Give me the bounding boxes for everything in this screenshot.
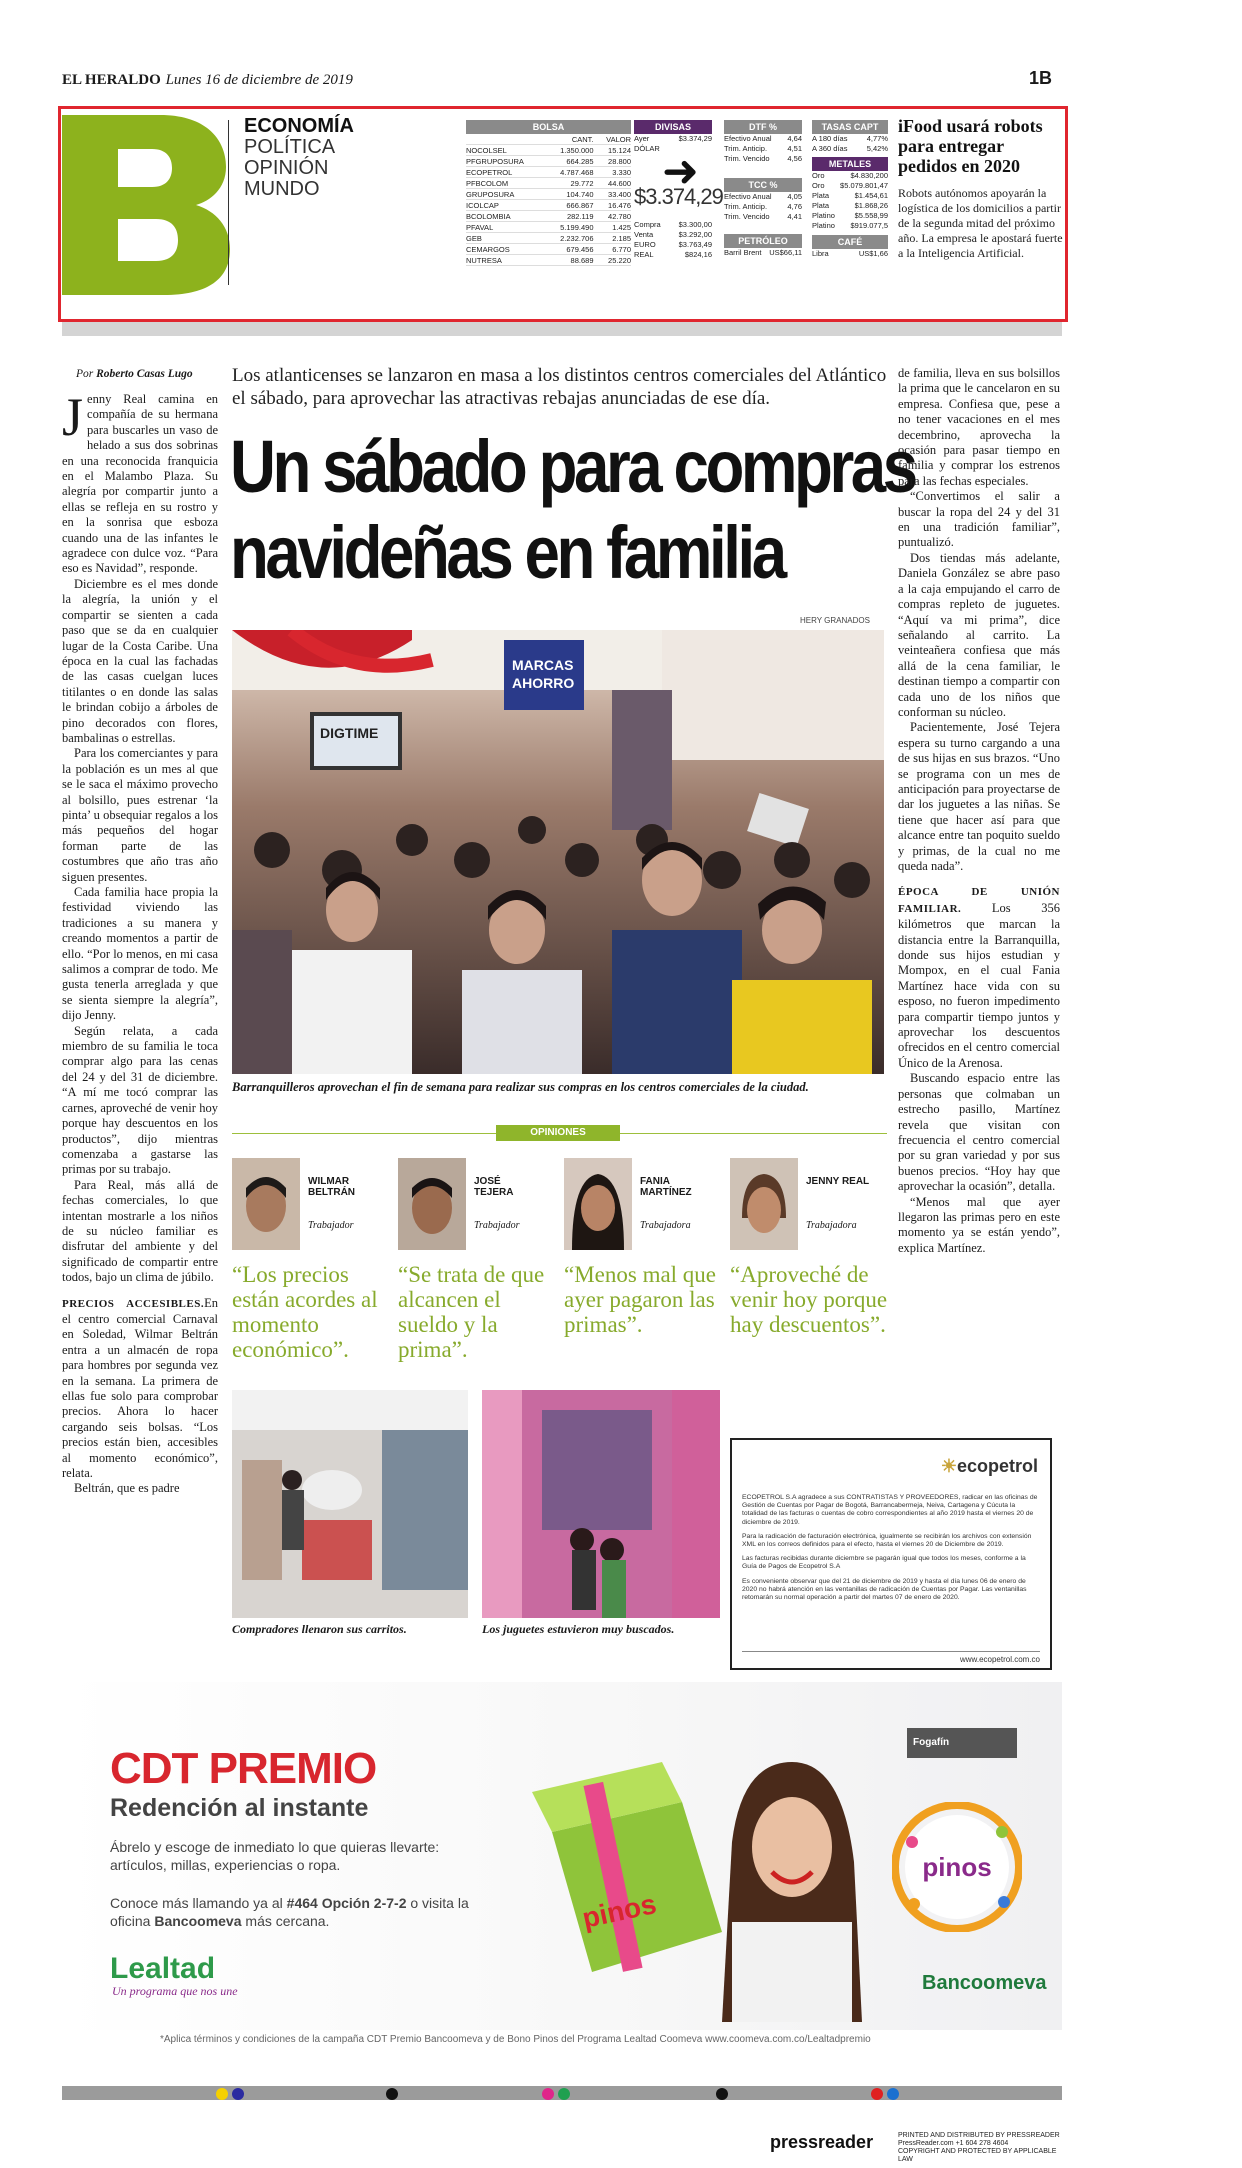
dtf-row: Trim. Anticip. 4,51	[724, 144, 802, 153]
ecopetrol-rule	[742, 1651, 1040, 1652]
dtf-rows	[724, 134, 802, 164]
article-paragraph: “Menos mal que ayer llegaron las primas pero en este momento ya se están yendo”, explica Martínez.	[898, 1194, 1060, 1255]
metales-rows	[812, 171, 888, 231]
pressreader-fine-print: PRINTED AND DISTRIBUTED BY PRESSREADER PressReader.com +1 604 278 4604 COPYRIGHT AND PROTECTED BY APPLICABLE LAW	[898, 2132, 1060, 2163]
tcc-title: TCC %	[724, 178, 802, 192]
carts-caption: Compradores llenaron sus carritos.	[232, 1622, 407, 1636]
bolsa-header-row: CANT. VALOR	[466, 134, 631, 145]
bolsa-title: BOLSA	[466, 120, 631, 134]
divisas-row: Venta $3.292,00	[634, 230, 712, 239]
metales-row: Plata $1.868,26	[812, 201, 888, 210]
bolsa-row: NUTRESA 88.689 25.220	[466, 256, 631, 265]
tasas-table	[812, 120, 888, 259]
article-paragraph: Diciembre es el mes donde la alegría, la unión y el compartir se sienten a cada paso que se da en cualquier lugar de la Costa Caribe. Una época en la cual las fachadas de las casas cuelgan luces titilantes o en donde las salas le brindan cobijo a árboles de pino decorados con flores, bambalinas o estrellas.	[62, 576, 218, 745]
section-grey-bar	[62, 322, 1062, 336]
bolsa-row: BCOLOMBIA 282.119 42.780	[466, 212, 631, 221]
bolsa-row: PFAVAL 5.199.490 1.425	[466, 223, 631, 232]
dtf-row: Efectivo Anual 4,64	[724, 134, 802, 143]
divisas-dolar-row: DÓLAR	[634, 144, 660, 153]
cafe-title: CAFÉ	[812, 235, 888, 249]
opinion-wilmar: WILMAR BELTRÁN Trabajador “Los precios están acordes al momento económico”.	[232, 1158, 392, 1362]
ad-body-2: Conoce más llamando ya al #464 Opción 2-7-2 o visita la oficina Bancoomeva más cercana.	[110, 1895, 469, 1929]
divisas-row: EURO $3.763,49	[634, 240, 712, 249]
divisas-bottom-rows	[634, 220, 712, 260]
ecopetrol-logo: ☀ecopetrol	[940, 1456, 1038, 1476]
bolsa-row: GRUPOSURA 104.740 33.400	[466, 190, 631, 199]
svg-text:AHORRO: AHORRO	[512, 675, 575, 691]
section-divider	[228, 120, 229, 285]
opinion-jose: JOSÉ TEJERA Trabajador “Se trata de que alcancen el sueldo y la prima”.	[398, 1158, 558, 1362]
article-headline	[230, 424, 915, 596]
avatar	[730, 1158, 798, 1250]
article-paragraph: Beltrán, que es padre	[74, 1481, 180, 1496]
pinos-badge	[892, 1802, 1022, 1932]
lealtad-tagline: Un programa que nos une	[112, 1984, 238, 1998]
tcc-row: Trim. Anticip. 4,76	[724, 202, 802, 211]
opinion-quote: “Se trata de que alcancen el sueldo y la prima”.	[398, 1262, 545, 1362]
cafe-row: Libra US$1,66	[812, 249, 888, 258]
divisas-ayer-row: Ayer $3.374,29	[634, 134, 712, 143]
opinion-quote: “Menos mal que ayer pagaron las primas”.	[564, 1262, 717, 1337]
pressreader-footer	[770, 2132, 1062, 2162]
brief-title[interactable]: iFood usará robots para entregar pedidos en 2020	[898, 116, 1043, 176]
opinion-jenny: JENNY REAL Trabajadora “Aproveché de venir hoy porque hay descuentos”.	[730, 1158, 890, 1337]
article-paragraph: Buscando espacio entre las personas que colmaban un estrecho pasillo, Martínez revela que visitan con frecuencia el centro comercial por su gran variedad y por sus buenos precios. “Hoy hay que aprovechar la ocasión”, detalla.	[898, 1071, 1060, 1194]
bolsa-row: NOCOLSEL 1.350.000 15.124	[466, 146, 631, 155]
article-paragraph: Para los comerciantes y para la población es un mes al que se le saca el máximo provecho al bolsillo, pues estrenar ‘la pinta’ u obsequiar regalos a los más pequeños del hogar forman parte de las costumbres que año tras año siguen presentes.	[62, 746, 218, 884]
masthead	[62, 70, 1062, 92]
publication-date: Lunes 16 de diciembre de 2019	[165, 72, 353, 88]
tasas-row: A 180 días 4,77%	[812, 134, 888, 143]
divisas-row: REAL $824,16	[634, 250, 712, 259]
section-letter-logo	[60, 115, 230, 295]
metales-row: Platino $919.077,5	[812, 221, 888, 230]
bolsa-row: PFBCOLOM 29.772 44.600	[466, 179, 631, 188]
brief-text: Robots autónomos apoyarán la logística de los domicilios a partir de la segunda mitad del próximo año. La empresa le apostará fuerte a la Inteligencia Artificial.	[898, 186, 1063, 260]
ad-subtitle: Redención al instante	[110, 1794, 369, 1822]
divisas-title: DIVISAS	[634, 120, 712, 134]
ecopetrol-text: ECOPETROL S.A agradece a sus CONTRATISTAS Y PROVEEDORES, radicar en las oficinas de Gestión de Cuentas por Pagar de Bogotá, Barrancabermeja, Neiva, Cartagena y Cúcuta la totalidad de las facturas o cuentas de cobro correspondientes al año 2019 hasta el viernes 20 de diciembre de 2019. Para la radicación de facturación electrónica, igualmente se recibirán los archivos con extensión XML en los correos definidos para el efecto, hasta el viernes 20 de Diciembre de 2019. Las facturas recibidas durante diciembre se pagarán igual que todos los meses, conforme a la Guía de Pagos de Ecopetrol S.A Es conveniente observar que del 21 de diciembre de 2019 y hasta el día lunes 06 de enero de 2020 no habrá atención en las ventanillas de radicación de Cuentas por Pagar. Las ventanillas retomarán su normal operación a partir del martes 07 de enero de 2020.	[742, 1494, 1038, 1602]
section-item-mundo[interactable]: MUNDO	[244, 178, 320, 200]
ad-gift-illustration	[492, 1722, 872, 2022]
tasas-row: A 360 días 5,42%	[812, 144, 888, 153]
dtf-title: DTF %	[724, 120, 802, 134]
petroleo-title: PETRÓLEO	[724, 234, 802, 248]
section-nav	[244, 116, 354, 200]
author-name: Roberto Casas Lugo	[96, 368, 193, 380]
photo-toys-aisle	[482, 1390, 720, 1618]
bolsa-row: GEB 2.232.706 2.185	[466, 234, 631, 243]
dtf-row: Trim. Vencido 4,56	[724, 154, 802, 163]
article-paragraph: Cada familia hace propia la festividad viviendo las tradiciones a su manera y creando momentos a partir de ello. “Por lo menos, en mi casa salimos a comprar de todo. Me gusta tenerla arreglada y que se sienta siempre la alegría”, dijo Jenny.	[62, 885, 218, 1023]
svg-text:DIGTIME: DIGTIME	[320, 725, 379, 741]
ad-gift-pinos-label: pinos	[579, 1888, 660, 1934]
metales-row: Oro $5.079.801,47	[812, 181, 888, 190]
avatar	[232, 1158, 300, 1250]
opinion-fania: FANIA MARTÍNEZ Trabajadora “Menos mal que ayer pagaron las primas”.	[564, 1158, 724, 1337]
article-column-left	[62, 387, 218, 1497]
ecopetrol-notice	[730, 1438, 1052, 1670]
avatar	[398, 1158, 466, 1250]
metales-title: METALES	[812, 157, 888, 171]
subhead-precios: PRECIOS ACCESIBLES.	[62, 1297, 205, 1310]
tcc-row: Efectivo Anual 4,05	[724, 192, 802, 201]
print-color-bar	[62, 2086, 1062, 2100]
ad-fine-print: *Aplica términos y condiciones de la campaña CDT Premio Bancoomeva y de Bono Pinos del Programa Lealtad Coomeva www.coomeva.com.co/Lealtadpremio	[160, 2034, 871, 2045]
bolsa-row: PFGRUPOSURA 664.285 28.800	[466, 157, 631, 166]
tasas-title: TASAS CAPT	[812, 120, 888, 134]
tcc-rows	[724, 192, 802, 222]
divisas-row: Compra $3.300,00	[634, 220, 712, 229]
photo-shopping-carts	[232, 1390, 468, 1618]
side-brief	[898, 116, 1063, 261]
toys-caption: Los juguetes estuvieron muy buscados.	[482, 1622, 675, 1636]
article-paragraph: Para Real, más allá de fechas comerciales, lo que intentan mostrarle a los niños de su núcleo familiar es disfrutar del ambiente y del significado de compartir entre todos, bajo un clima de júbilo.	[62, 1177, 218, 1285]
ad-body-1: Ábrelo y escoge de inmediato lo que quieras llevarte: artículos, millas, experiencias o ropa.	[110, 1839, 440, 1873]
article-paragraph-lead: PRECIOS ACCESIBLES.En el centro comercial Carnaval en Soledad, Wilmar Beltrán entra a un almacén de ropa para hombres por segunda vez en la semana. La primera de ellas fue solo para comprobar precios. Ahora lo hacer cargando seis bolsas. “Los precios están bien, accesibles al momento económico”, relata.	[62, 1295, 218, 1481]
main-photo-caption: Barranquilleros aprovechan el fin de semana para realizar sus compras en los centros comerciales de la ciudad.	[232, 1080, 809, 1094]
lealtad-logo: Lealtad	[110, 1952, 216, 1985]
crowd-photo-illustration	[232, 630, 884, 1074]
article-paragraph: Dos tiendas más adelante, Daniela González se abre paso a la caja empujando el carro de compras repleto de juguetes. “Aquí va mi prima”, dice señalando al carrito. La veinteañera confiesa que más allá de la cena familiar, le destinan tiempo a compartir con cada uno de los niños que conforman su núcleo.	[898, 550, 1060, 719]
ad-title: CDT PREMIO	[110, 1744, 377, 1793]
metales-row: Plata $1.454,61	[812, 191, 888, 200]
pressreader-logo[interactable]: pressreader	[770, 2132, 874, 2152]
dollar-rate-big: $3.374,29	[634, 184, 723, 209]
byline: Por Roberto Casas Lugo	[76, 368, 193, 380]
ecopetrol-url[interactable]: www.ecopetrol.com.co	[959, 1655, 1040, 1664]
article-paragraph: “Convertimos el salir a buscar la ropa del 24 y del 31 en una tradición familiar”, puntualizó.	[898, 489, 1060, 550]
metales-row: Platino $5.558,99	[812, 211, 888, 220]
tasas-rows	[812, 134, 888, 154]
article-column-right	[898, 366, 1060, 1256]
avatar	[564, 1158, 632, 1250]
article-paragraph: Según relata, a cada miembro de su familia le toca comprar algo para las cenas del 24 y del 31 de diciembre. “A mí me tocó comprar las carnes, aproveché de venir hoy porque hay descuentos en los productos”, dijo mientras comenzaba a gastarse las primas por su trabajo.	[62, 1023, 218, 1177]
fogafin-badge: Fogafín	[907, 1728, 1017, 1758]
article-paragraph: Pacientemente, José Tejera espera su turno cargando a una de sus hijas en sus brazos. “Uno se programa con un mes de anticipación para proyectarse de dar los juguetes a las niñas. Se tiene que hacer así para que alcance entre tan poquito sueldo y primas, de la cual no me queda nada”.	[898, 720, 1060, 873]
bolsa-row: ECOPETROL 4.787.468 3.330	[466, 168, 631, 177]
article-kicker: Los atlanticenses se lanzaron en masa a los distintos centros comerciales del Atlántico el sábado, para aprovechar las atractivas rebajas anunciadas de ese día.	[232, 365, 887, 409]
cdt-premio-ad[interactable]	[62, 1682, 1062, 2030]
dtf-table	[724, 120, 802, 258]
page-number: 1B	[1028, 68, 1052, 88]
newspaper-brand: EL HERALDO	[62, 72, 161, 88]
headline-line-1: Un sábado para compras	[230, 425, 915, 508]
article-paragraph: de familia, lleva en sus bolsillos la prima que le cancelaron en su empresa. Confiesa que, pese a no tener vacaciones en el mes decembrino, aprovecha la ocasión para pasar tiempo en familia y comprar los estrenos para las fechas especiales.	[898, 366, 1060, 488]
section-item-opinion[interactable]: OPINIÓN	[244, 157, 329, 179]
petroleo-row: Barril Brent US$66,11	[724, 248, 802, 257]
drop-cap: J	[62, 387, 84, 447]
opinion-quote: “Aproveché de venir hoy porque hay descuentos”.	[730, 1262, 888, 1337]
bolsa-table	[466, 120, 631, 266]
headline-line-2: navideñas en familia	[230, 511, 784, 594]
opinions-tag: OPINIONES	[496, 1125, 620, 1141]
photo-credit: HERY GRANADOS	[800, 616, 870, 625]
bancoomeva-logo: Bancoomeva	[922, 1972, 1047, 1994]
section-item-economia[interactable]: ECONOMÍA	[244, 115, 354, 137]
tcc-row: Trim. Vencido 4,41	[724, 212, 802, 221]
opinion-quote: “Los precios están acordes al momento económico”.	[232, 1262, 378, 1362]
metales-row: Oro $4.830,200	[812, 171, 888, 180]
bolsa-rows	[466, 145, 631, 266]
arrow-right-icon: ➜	[662, 146, 699, 197]
article-paragraph: Jenny Real camina en compañía de su hermana para buscarles un vaso de helado a sus dos sobrinas en una reconocida franquicia en el Malambo Plaza. Su alegría por compartir junto a ellas se refleja en su rostro y en la sonrisa que esboza cuando una de las infantes le agradece con dulce voz. “Para eso es Navidad”, responde.	[62, 387, 218, 576]
main-photo-crowd	[232, 630, 884, 1074]
bolsa-row: CEMARGOS 679.456 6.770	[466, 245, 631, 254]
svg-text:MARCAS: MARCAS	[512, 657, 574, 673]
subhead-epoca: ÉPOCA DE UNIÓN FAMILIAR.	[898, 886, 1060, 915]
article-paragraph-lead: ÉPOCA DE UNIÓN FAMILIAR. Los 356 kilómetros que marcan la distancia entre la Barranquilla, donde sus hijos estudian y Mompox, en el cual Fania Martínez hace vida con su esposo, no fueron impedimento para compartir tiempo juntos y aprovechar los descuentos ofrecidos en el centro comercial Único de la Arenosa.	[898, 886, 1061, 1070]
pinos-badge-label: pinos	[922, 1852, 992, 1882]
section-item-politica[interactable]: POLÍTICA	[244, 136, 336, 158]
bolsa-row: ICOLCAP 666.867 16.476	[466, 201, 631, 210]
